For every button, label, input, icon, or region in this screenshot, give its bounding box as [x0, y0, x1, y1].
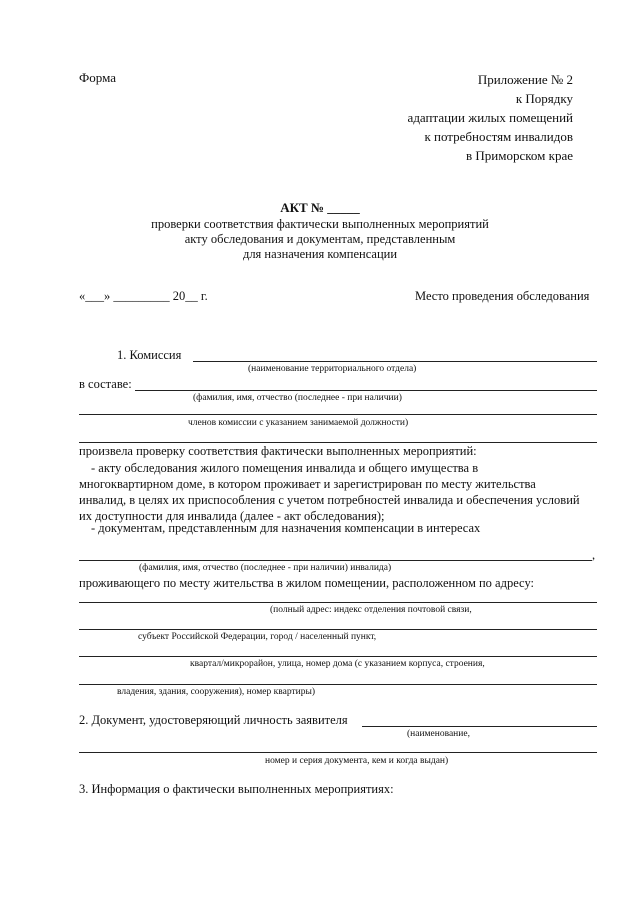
address-hint-3: квартал/микрорайон, улица, номер дома (с указанием корпуса, строения,: [190, 659, 485, 669]
address-hint-1: (полный адрес: индекс отделения почтовой связи,: [270, 605, 472, 615]
composition-field-line[interactable]: [135, 390, 597, 391]
subtitle-line: для назначения компенсации: [242, 247, 398, 261]
person-field-line[interactable]: [79, 560, 592, 561]
bullet1-line: инвалид, в целях их приспособления с учетом потребностей инвалида и обеспечения условий: [79, 493, 580, 507]
document-hint-2: номер и серия документа, кем и когда выдан): [265, 756, 449, 766]
checked-intro: произвела проверку соответствия фактически выполненных мероприятий:: [79, 444, 477, 458]
bullet1-cont: [79, 476, 597, 524]
composition-label: в составе:: [79, 377, 132, 391]
bullet1-block: [91, 460, 597, 476]
commission-hint: (наименование территориального отдела): [248, 364, 417, 374]
act-subtitle: [0, 217, 640, 262]
address-hint-4: владения, здания, сооружения), номер квартиры): [117, 687, 316, 697]
appendix-block: [313, 70, 573, 165]
place-line: Место проведения обследования: [415, 289, 590, 303]
address-line-2[interactable]: [79, 629, 597, 630]
appendix-line: адаптации жилых помещений: [407, 110, 573, 125]
bullet1-line: - акту обследования жилого помещения инвалида и общего имущества в: [91, 461, 479, 475]
appendix-line: Приложение № 2: [477, 72, 573, 87]
section2-label: 2. Документ, удостоверяющий личность заявителя: [79, 713, 348, 727]
appendix-line: в Приморском крае: [466, 148, 573, 163]
bullet1-line: их доступности для инвалида (далее - акт обследования);: [79, 509, 385, 523]
members-field-line[interactable]: [79, 414, 597, 415]
person-hint: (фамилия, имя, отчество (последнее - при наличии) инвалида): [139, 563, 392, 573]
document-hint-1: (наименование,: [407, 729, 470, 739]
residence-label: проживающего по месту жительства в жилом помещении, расположенном по адресу:: [79, 576, 534, 590]
act-number: АКТ № _____: [280, 200, 360, 215]
bullet2: - документам, представленным для назначения компенсации в интересах: [91, 521, 481, 535]
appendix-line: к потребностям инвалидов: [424, 129, 573, 144]
document-field-line[interactable]: [362, 726, 597, 727]
comma: ,: [592, 548, 596, 562]
commission-label: 1. Комиссия: [117, 348, 182, 362]
address-line-3[interactable]: [79, 656, 597, 657]
form-label: Форма: [79, 70, 116, 85]
address-hint-2: субъект Российской Федерации, город / населенный пункт,: [138, 632, 377, 642]
subtitle-line: проверки соответствия фактически выполненных мероприятий: [151, 217, 489, 231]
document-field-line-2[interactable]: [79, 752, 597, 753]
members-extra-line[interactable]: [79, 442, 597, 443]
address-line-4[interactable]: [79, 684, 597, 685]
members-hint: членов комиссии с указанием занимаемой должности): [188, 418, 409, 428]
commission-field-line[interactable]: [193, 361, 597, 362]
address-line-1[interactable]: [79, 602, 597, 603]
date-line: «___» _________ 20__ г.: [79, 289, 208, 303]
bullet1-line: многоквартирном доме, в котором проживает и зарегистрирован по месту жительства: [79, 477, 536, 491]
appendix-line: к Порядку: [515, 91, 573, 106]
section3-label: 3. Информация о фактически выполненных мероприятиях:: [79, 782, 394, 796]
composition-hint: (фамилия, имя, отчество (последнее - при наличии): [193, 393, 402, 403]
subtitle-line: акту обследования и документам, представленным: [184, 232, 456, 246]
